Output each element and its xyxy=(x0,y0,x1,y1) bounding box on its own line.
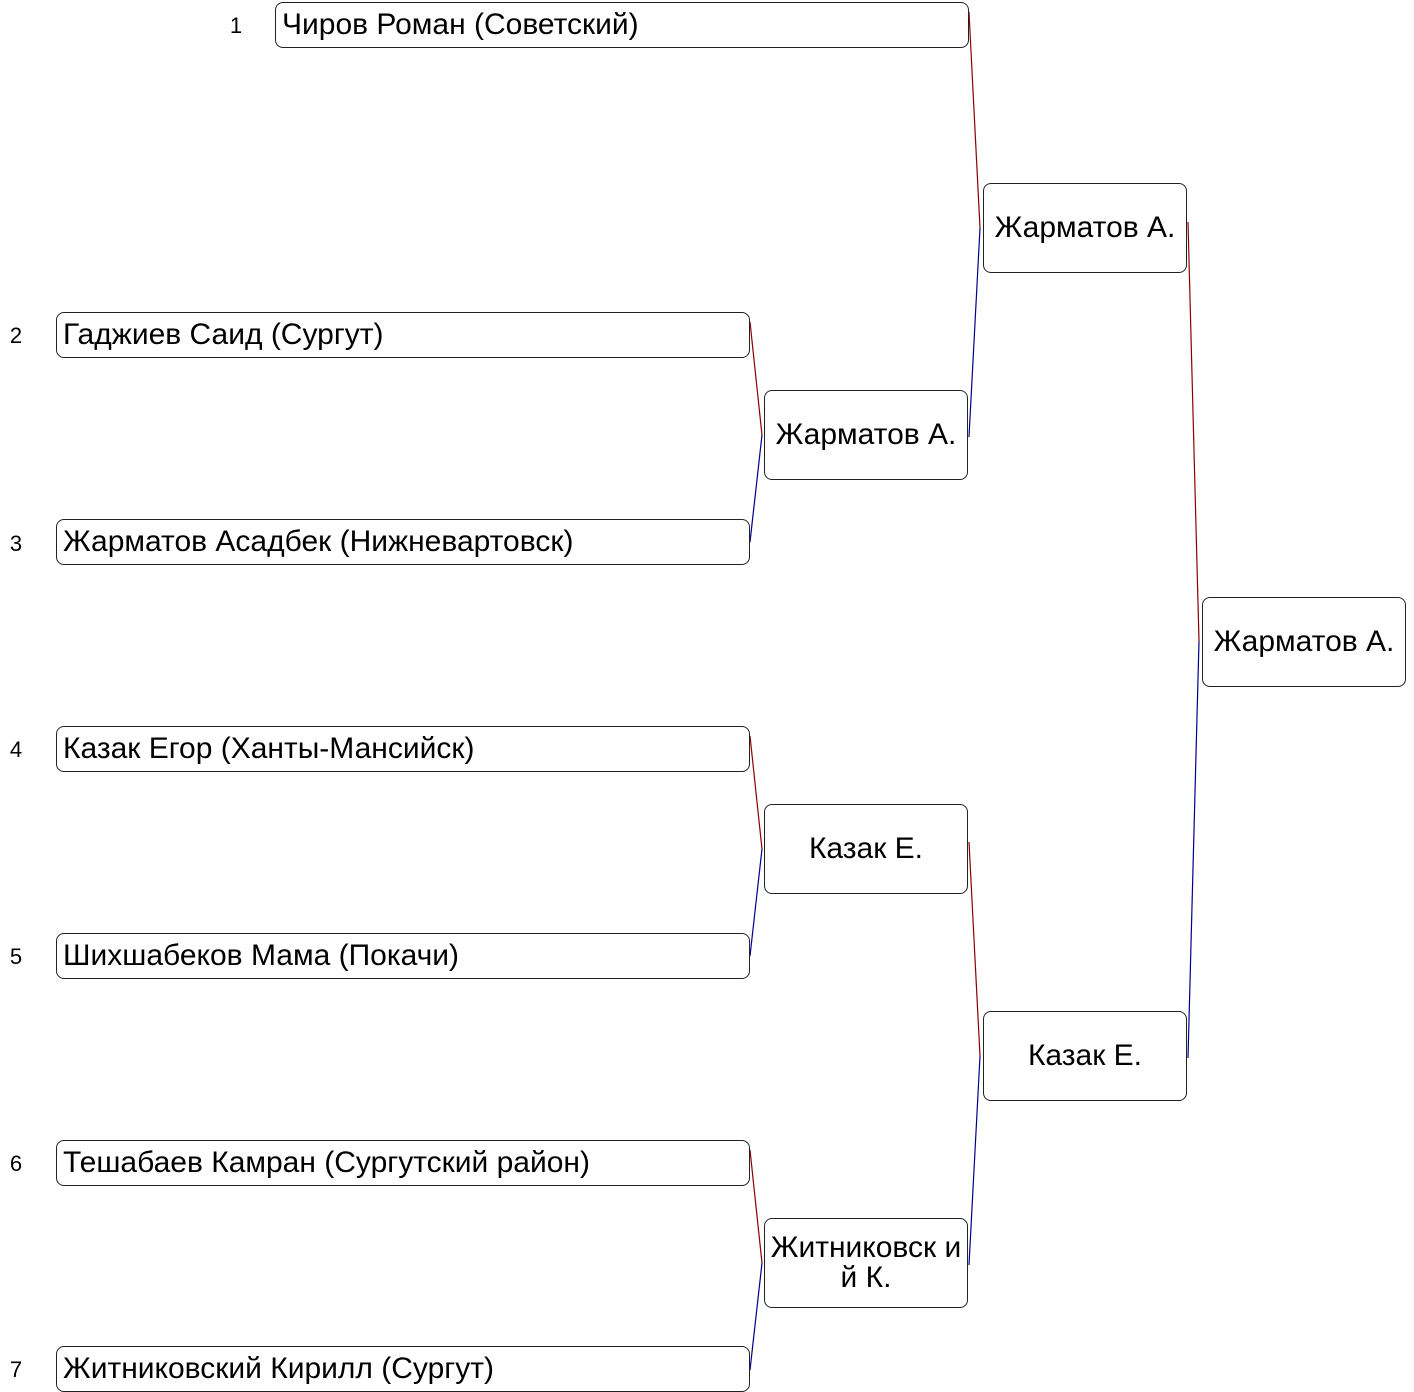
connector-blue-p3 xyxy=(750,435,762,542)
seed-number: 2 xyxy=(9,323,23,348)
round2-winner-box xyxy=(764,1218,968,1308)
winner-name: Житниковск ий К. xyxy=(770,1231,962,1294)
semifinal-winner-box xyxy=(983,183,1187,273)
connector-blue-r2-1 xyxy=(969,228,980,437)
participant-entry: Казак Егор (Ханты-Мансийск) xyxy=(56,726,750,772)
seed-number: 4 xyxy=(9,737,23,762)
connector-blue-r2-3 xyxy=(969,1056,980,1265)
champion-name: Жарматов А. xyxy=(1213,625,1395,658)
participant-entry: Тешабаев Камран (Сургутский район) xyxy=(56,1140,750,1186)
connector-red-p1 xyxy=(969,12,980,228)
connector-red-sf-1 xyxy=(1188,222,1199,641)
round2-winner-box xyxy=(764,804,968,894)
winner-name: Жарматов А. xyxy=(994,211,1176,244)
connector-red-p4 xyxy=(750,736,762,849)
winner-name: Казак Е. xyxy=(1027,1039,1143,1072)
connector-red-r2-2 xyxy=(969,842,980,1056)
seed-number: 1 xyxy=(229,13,243,38)
round2-winner-box xyxy=(764,390,968,480)
connector-red-p2 xyxy=(750,322,762,435)
seed-number: 6 xyxy=(9,1151,23,1176)
winner-name: Казак Е. xyxy=(808,832,924,865)
seed-number: 5 xyxy=(9,944,23,969)
participant-entry: Шихшабеков Мама (Покачи) xyxy=(56,933,750,979)
final-winner-box xyxy=(1202,597,1406,687)
participant-entry: Жарматов Асадбек (Нижневартовск) xyxy=(56,519,750,565)
semifinal-winner-box xyxy=(983,1011,1187,1101)
participant-entry: Гаджиев Саид (Сургут) xyxy=(56,312,750,358)
participant-entry: Житниковский Кирилл (Сургут) xyxy=(56,1346,750,1392)
seed-number: 7 xyxy=(9,1357,23,1382)
participant-entry: Чиров Роман (Советский) xyxy=(275,2,969,48)
connector-blue-p7 xyxy=(750,1263,762,1370)
connector-red-p6 xyxy=(750,1150,762,1263)
winner-name: Жарматов А. xyxy=(775,418,957,451)
connector-blue-sf-2 xyxy=(1188,641,1199,1058)
connector-blue-p5 xyxy=(750,849,762,956)
seed-number: 3 xyxy=(9,531,23,556)
